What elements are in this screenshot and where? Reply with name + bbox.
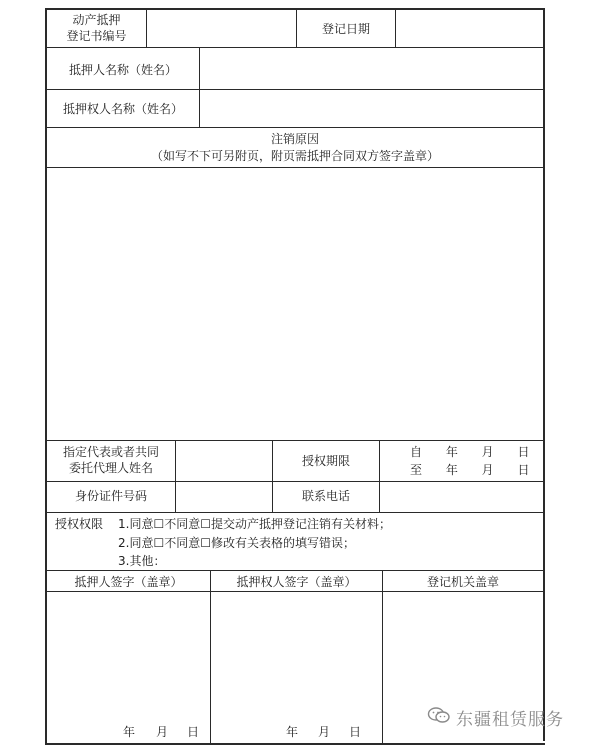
- authority-label: 授权权限: [55, 517, 104, 531]
- watermark-text: 东疆租赁服务: [456, 710, 564, 730]
- reg-no-label: [47, 12, 146, 44]
- mortgagee-sign-label: 抵押权人签字（盖章）: [236, 575, 357, 589]
- top-border: [45, 8, 545, 10]
- bottom-border: [45, 743, 545, 745]
- cancel-reason-field[interactable]: [47, 168, 543, 440]
- reg-no-label-line2: 登记书编号: [66, 29, 127, 43]
- phone-label: 联系电话: [301, 489, 350, 503]
- reg-date-label: 登记日期: [321, 22, 370, 36]
- agent-name-label-line2: 委托代理人姓名: [68, 461, 153, 475]
- mortgagor-name-label: 抵押人名称（姓名）: [68, 63, 177, 77]
- right-border: [543, 8, 545, 741]
- mortgagor-sign-label: 抵押人签字（盖章）: [74, 575, 183, 589]
- id-number-label: 身份证件号码: [74, 489, 147, 503]
- reg-no-label-line1: 动产抵押: [72, 13, 121, 27]
- mortgagee-name-label: 抵押权人名称（姓名）: [62, 102, 183, 116]
- cancel-reason-note: （如写不下可另附页，附页需抵押合同双方签字盖章）: [150, 149, 439, 163]
- auth-period-label: 授权期限: [301, 454, 350, 468]
- agent-name-label: [47, 444, 175, 476]
- authority-item-3: 3.其他：: [118, 554, 166, 568]
- authority-item-2: 2.同意☐不同意☐修改有关表格的填写错误；: [118, 536, 355, 550]
- authority-item-1: 1.同意☐不同意☐提交动产抵押登记注销有关材料；: [118, 517, 391, 531]
- auth-period-to: 至 年 月 日: [410, 463, 530, 477]
- authority-seal-label: 登记机关盖章: [426, 575, 499, 589]
- auth-period-from: 自 年 月 日: [410, 445, 530, 459]
- cancel-reason-title: 注销原因: [270, 132, 319, 146]
- wechat-icon: [427, 706, 451, 724]
- agent-name-label-line1: 指定代表或者共同: [62, 445, 159, 459]
